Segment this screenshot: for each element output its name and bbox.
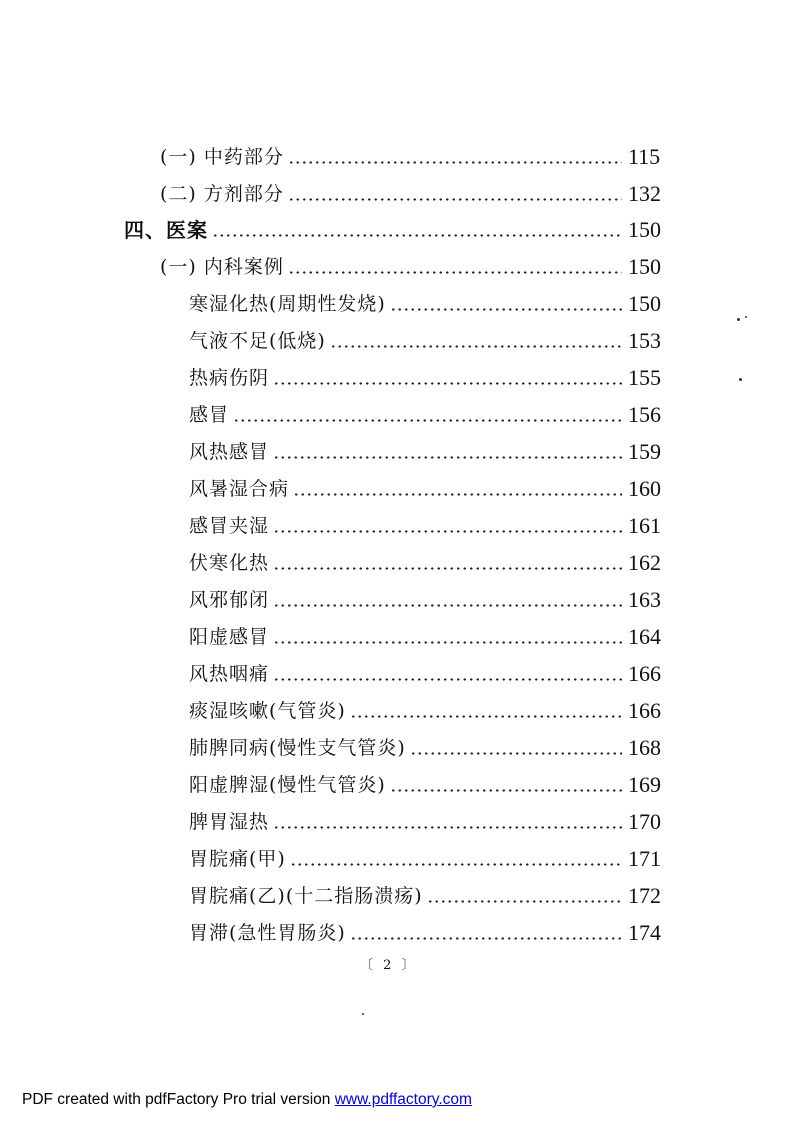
toc-entry-page: 155 (628, 365, 661, 390)
toc-entry (189, 805, 670, 835)
toc-entry-page: 132 (628, 181, 661, 206)
toc-entry-page: 160 (628, 476, 661, 501)
toc-entry-label: 胃脘痛(乙)(十二指肠溃疡) (189, 885, 423, 907)
toc-entry (189, 731, 670, 761)
toc-entry (189, 583, 670, 613)
toc-entry-page: 172 (628, 883, 661, 908)
pdffactory-link[interactable]: www.pdffactory.com (334, 1091, 472, 1108)
toc-leader-dots (273, 678, 622, 681)
toc-entry (189, 361, 670, 391)
toc-entry-label: (一) 内科案例 (160, 256, 284, 278)
toc-leader-dots (288, 198, 622, 201)
toc-entry-page: 174 (628, 920, 661, 945)
toc-entry (189, 398, 670, 428)
toc-entry-page: 166 (628, 661, 661, 686)
toc-entry-page: 150 (628, 291, 661, 316)
toc-entry (189, 287, 670, 317)
toc-entry-label: 风暑湿合病 (189, 478, 290, 500)
toc-entry-page: 169 (628, 772, 661, 797)
toc-entry-page: 166 (628, 698, 661, 723)
toc-leader-dots (273, 604, 622, 607)
toc-entry-page: 156 (628, 402, 661, 427)
toc-entry-page: 171 (628, 846, 661, 871)
toc-entry-page: 115 (628, 144, 661, 169)
toc-entry-label: 气液不足(低烧) (189, 330, 326, 352)
toc-entry (189, 842, 670, 872)
scan-speck (745, 316, 747, 318)
toc-entry-label: (二) 方剂部分 (160, 183, 284, 205)
toc-entry (189, 694, 670, 724)
pdf-watermark-banner (22, 1091, 472, 1109)
toc-leader-dots (273, 530, 622, 533)
toc-entry-page: 164 (628, 624, 661, 649)
toc-entry-label: 寒湿化热(周期性发烧) (189, 293, 386, 315)
toc-entry (189, 546, 670, 576)
toc-entry-label: 风热感冒 (189, 441, 270, 463)
toc-entry-page: 150 (628, 217, 661, 242)
toc-entry (189, 657, 670, 687)
toc-leader-dots (288, 271, 622, 274)
toc-leader-dots (350, 937, 622, 940)
toc-entry-page: 161 (628, 513, 661, 538)
toc-entry-page: 159 (628, 439, 661, 464)
toc-entry-label: 脾胃湿热 (189, 811, 270, 833)
toc-entry (189, 509, 670, 539)
toc-leader-dots (293, 493, 622, 496)
toc-entry (189, 472, 670, 502)
toc-leader-dots (410, 752, 622, 755)
page-number: 〔 2 〕 (360, 958, 418, 973)
toc-entry-label: 四、医案 (124, 218, 208, 242)
toc-entry (189, 768, 670, 798)
toc-entry (189, 916, 670, 946)
toc-entry-page: 170 (628, 809, 661, 834)
toc-entry-label: 痰湿咳嗽(气管炎) (189, 700, 346, 722)
toc-leader-dots (350, 715, 622, 718)
toc-entry-page: 162 (628, 550, 661, 575)
scan-speck (737, 318, 740, 321)
toc-entry (160, 140, 670, 170)
toc-entry-label: 胃脘痛(甲) (189, 848, 286, 870)
toc-entry-label: 风邪郁闭 (189, 589, 270, 611)
toc-entry-page: 153 (628, 328, 661, 353)
toc-leader-dots (290, 863, 622, 866)
toc-leader-dots (390, 789, 622, 792)
toc-entry (189, 620, 670, 650)
scan-speck (362, 1013, 364, 1015)
toc-leader-dots (288, 161, 622, 164)
toc-entry-label: 感冒夹湿 (189, 515, 270, 537)
toc-entry-label: 热病伤阴 (189, 367, 270, 389)
toc-leader-dots (273, 641, 622, 644)
toc-leader-dots (273, 382, 622, 385)
toc-leader-dots (427, 900, 622, 903)
toc-leader-dots (273, 567, 622, 570)
banner-text: PDF created with pdfFactory Pro trial version (22, 1091, 335, 1108)
toc-entry-label: 阳虚脾湿(慢性气管炎) (189, 774, 386, 796)
toc-leader-dots (233, 419, 622, 422)
toc-entry-page: 163 (628, 587, 661, 612)
toc-entry (189, 435, 670, 465)
toc-leader-dots (330, 345, 622, 348)
toc-entry-label: (一) 中药部分 (160, 146, 284, 168)
toc-section-heading (124, 213, 670, 243)
toc-entry (189, 324, 670, 354)
toc-leader-dots (212, 234, 622, 237)
toc-entry (189, 879, 670, 909)
toc-entry-label: 阳虚感冒 (189, 626, 270, 648)
toc-leader-dots (273, 456, 622, 459)
toc-entry (160, 177, 670, 207)
toc-entry-label: 风热咽痛 (189, 663, 270, 685)
toc-entry (160, 250, 670, 280)
toc-leader-dots (390, 308, 622, 311)
scan-speck (739, 378, 742, 381)
toc-entry-label: 胃滞(急性胃肠炎) (189, 922, 346, 944)
toc-entry-label: 感冒 (189, 404, 230, 426)
toc-entry-page: 150 (628, 254, 661, 279)
toc-entry-page: 168 (628, 735, 661, 760)
toc-entry-label: 伏寒化热 (189, 552, 270, 574)
toc-leader-dots (273, 826, 622, 829)
toc-entry-label: 肺脾同病(慢性支气管炎) (189, 737, 406, 759)
